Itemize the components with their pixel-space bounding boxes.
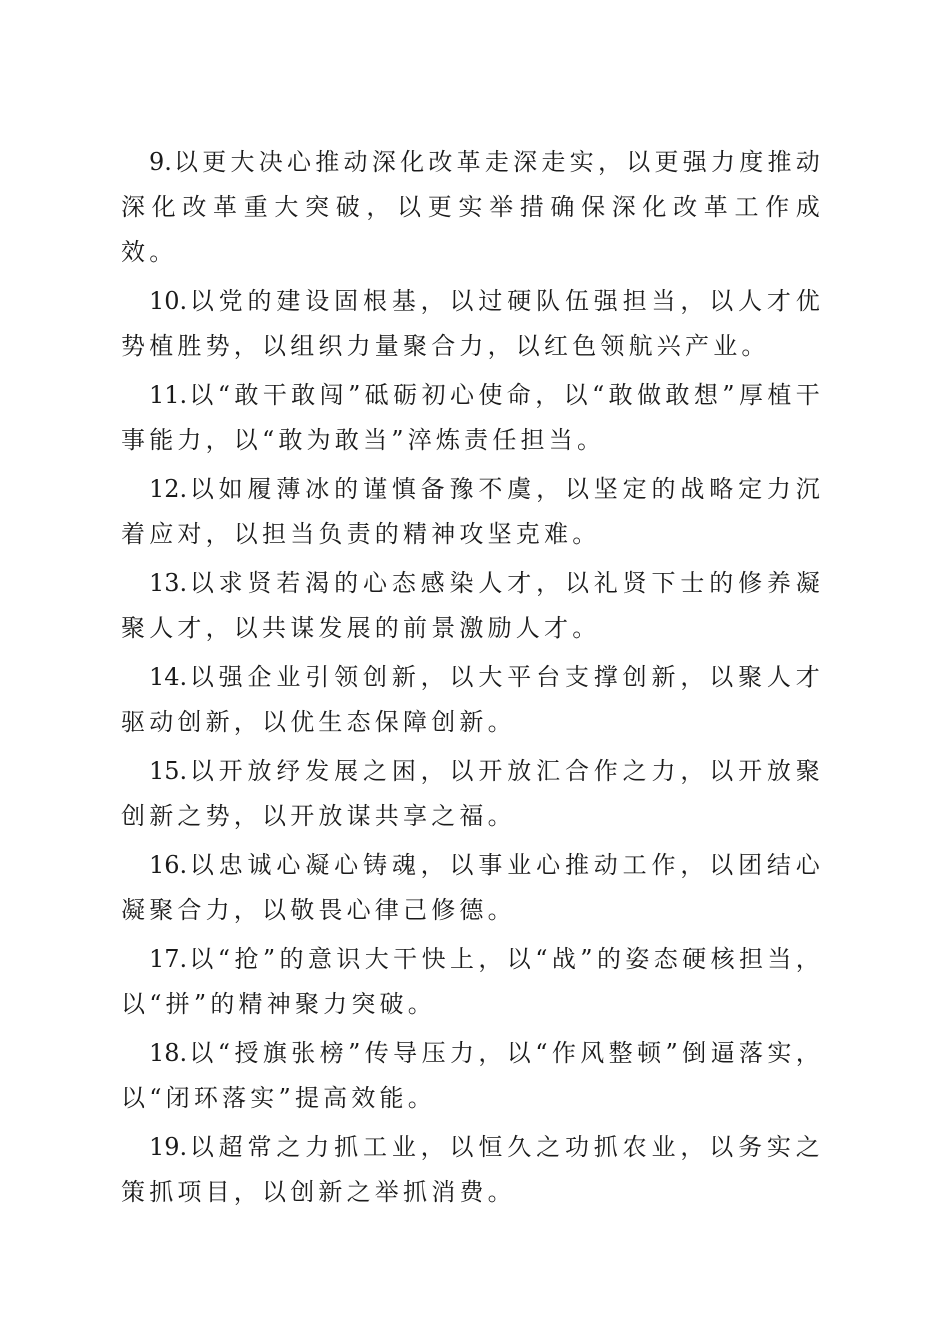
- item-number: 11.: [149, 381, 188, 409]
- item-text: 以强企业引领创新，以大平台支撑创新，以聚人才驱动创新，以优生态保障创新。: [121, 663, 824, 736]
- item-number: 18.: [149, 1039, 188, 1067]
- item-text: 以党的建设固根基，以过硬队伍强担当，以人才优势植胜势，以组织力量聚合力，以红色领航兴产业。: [121, 287, 824, 360]
- list-item: [121, 937, 824, 1027]
- list-item: [121, 140, 824, 275]
- list-item: [121, 373, 824, 463]
- list-item: [121, 749, 824, 839]
- item-text: 以如履薄冰的谨慎备豫不虞，以坚定的战略定力沉着应对，以担当负责的精神攻坚克难。: [121, 475, 824, 548]
- list-item: [121, 655, 824, 745]
- item-text: 以“抢”的意识大干快上，以“战”的姿态硬核担当，以“拼”的精神聚力突破。: [121, 945, 824, 1018]
- item-text: 以更大决心推动深化改革走深走实，以更强力度推动深化改革重大突破，以更实举措确保深化改革工作成效。: [121, 148, 824, 266]
- item-number: 15.: [149, 757, 188, 785]
- item-number: 12.: [149, 475, 188, 503]
- item-number: 9.: [149, 148, 172, 176]
- item-text: 以“敢干敢闯”砥砺初心使命，以“敢做敢想”厚植干事能力，以“敢为敢当”淬炼责任担当。: [121, 381, 824, 454]
- list-item: [121, 843, 824, 933]
- item-text: 以忠诚心凝心铸魂，以事业心推动工作，以团结心凝聚合力，以敬畏心律己修德。: [121, 851, 824, 924]
- item-text: 以求贤若渴的心态感染人才，以礼贤下士的修养凝聚人才，以共谋发展的前景激励人才。: [121, 569, 824, 642]
- item-number: 19.: [149, 1133, 188, 1161]
- list-item: [121, 561, 824, 651]
- item-number: 13.: [149, 569, 188, 597]
- list-item: [121, 1125, 824, 1215]
- item-number: 10.: [149, 287, 188, 315]
- item-number: 14.: [149, 663, 188, 691]
- list-item: [121, 279, 824, 369]
- item-text: 以超常之力抓工业，以恒久之功抓农业，以务实之策抓项目，以创新之举抓消费。: [121, 1133, 824, 1206]
- item-number: 17.: [149, 945, 188, 973]
- list-item: [121, 467, 824, 557]
- item-text: 以“授旗张榜”传导压力，以“作风整顿”倒逼落实，以“闭环落实”提高效能。: [121, 1039, 824, 1112]
- item-number: 16.: [149, 851, 188, 879]
- list-item: [121, 1031, 824, 1121]
- item-text: 以开放纾发展之困，以开放汇合作之力，以开放聚创新之势，以开放谋共享之福。: [121, 757, 824, 830]
- document-page: [121, 140, 824, 1219]
